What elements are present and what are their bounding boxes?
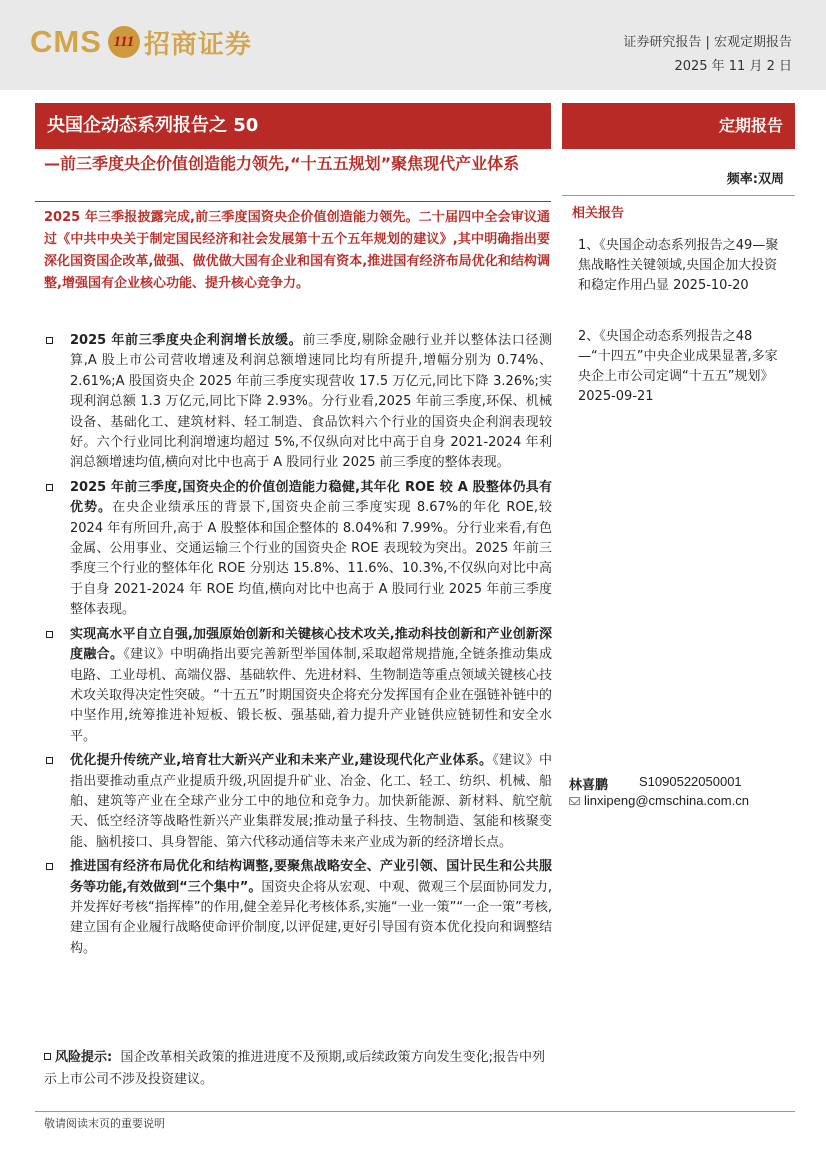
key-points-list (44, 331, 552, 963)
bullet-lead: 优化提升传统产业,培育壮大新兴产业和未来产业,建设现代化产业体系。 (70, 753, 493, 769)
report-type: 证券研究报告 | 宏观定期报告 (623, 35, 792, 50)
checkbox-bullet-icon (46, 337, 53, 344)
checkbox-bullet-icon (46, 757, 53, 764)
related-report-link[interactable]: 2、《央国企动态系列报告之48—“十四五”中央企业成果显著,多家央企上市公司定调“十五五”规划》2025-09-21 (578, 329, 778, 404)
mail-icon (569, 797, 580, 805)
list-item (44, 478, 552, 621)
bullet-lead: 实现高水平自立自强,加强原始创新和关键核心技术攻关,推动科技创新和产业创新深度融合。 (70, 626, 552, 663)
risk-label: 风险提示: (55, 1050, 113, 1065)
bullet-text: 《建议》中指出要推动重点产业提质升级,巩固提升矿业、冶金、化工、轻工、纺织、机械、船舶、建筑等产业在全球产业分工中的地位和竞争力。加快新能源、新材料、航空航天、低空经济等战略性新兴产业集群发展;推动量子科技、生物制造、氢能和核聚变能、脑机接口、具身智能、第六代移动通信等未来产业成为新的经济增长点。 (70, 753, 552, 850)
bullet-text: 国资央企将从宏观、中观、微观三个层面协同发力,并发挥好考核“指挥棒”的作用,健全差异化考核体系,实施“一业一策”“一企一策”考核,建立国有企业履行战略使命评价制度,以评促建,更好引导国有资本优化投向和调整结构。 (70, 879, 553, 956)
footer-divider (35, 1111, 795, 1112)
checkbox-bullet-icon (44, 1053, 51, 1060)
risk-warning (44, 1047, 554, 1091)
subtitle-divider (35, 201, 551, 202)
checkbox-bullet-icon (46, 863, 53, 870)
periodic-report-badge: 定期报告 (562, 103, 795, 149)
list-item (44, 751, 552, 853)
company-logo (30, 22, 252, 62)
related-report-link[interactable]: 1、《央国企动态系列报告之49—聚焦战略性关键领域,央国企加大投资和稳定作用凸显 2025-10-20 (578, 238, 779, 293)
list-item (44, 857, 552, 959)
bullet-text: 《建议》中明确指出要完善新型举国体制,采取超常规措施,全链条推动集成电路、工业母机、高端仪器、基础软件、先进材料、生物制造等重点领域关键核心技术攻关取得决定性突破。“十五五”时期国资央企将充分发挥国有企业在强链补链中的中坚作用,统筹推进补短板、锻长板、强基础,着力提升产业链供应链韧性和安全水平。 (70, 647, 552, 744)
report-date: 2025 年 11 月 2 日 (674, 59, 792, 74)
checkbox-bullet-icon (46, 484, 53, 491)
sidebar-divider (562, 195, 795, 196)
frequency-label: 频率:双周 (726, 172, 784, 187)
footer-note: 敬请阅读末页的重要说明 (44, 1117, 165, 1130)
list-item (44, 331, 552, 474)
analyst-email-link[interactable]: linxipeng@cmschina.com.cn (584, 793, 749, 808)
bullet-text: 前三季度,剔除金融行业并以整体法口径测算,A 股上市公司营收增速及利润总额增速同比均有所提升,增幅分别为 0.74%、2.61%;A 股国资央企 2025 年前三季度实现营收 17.5 万亿元,同比下降 3.26%;实现利润总额 1.3 万亿元,同比下降 2.93%。分行业看,2025 年前三季度,环保、机械设备、基础化工、建筑材料、轻工制造、食品饮料六个行业的国资央企利润表现较好。六个行业同比利润增速均超过 5%,不仅纵向对比中高于自身 2021-2024 年利润总额增速均值,横向对比中也高于 A 股同行业 2025 前三季度的整体表现。 (70, 333, 552, 471)
risk-text: 国企改革相关政策的推进进度不及预期,或后续政策方向发生变化;报告中列示上市公司不涉及投资建议。 (44, 1050, 545, 1087)
logo-emblem-icon: 111 (108, 26, 140, 58)
bullet-lead: 推进国有经济布局优化和结构调整,要聚焦战略安全、产业引领、国计民生和公共服务等功能,有效做到“三个集中”。 (70, 859, 552, 895)
bullet-lead: 2025 年前三季度央企利润增长放缓。 (70, 333, 303, 348)
analyst-name: 林喜鹏 (569, 778, 609, 793)
report-title: 央国企动态系列报告之 50 (35, 103, 551, 149)
list-item (44, 625, 552, 747)
checkbox-bullet-icon (46, 631, 53, 638)
logo-latin: CMS (30, 24, 102, 59)
bullet-lead: 2025 年前三季度,国资央企的价值创造能力稳健,其年化 ROE 较 A 股整体仍具有优势。 (70, 479, 552, 516)
bullet-text: 在央企业绩承压的背景下,国资央企前三季度实现 8.67%的年化 ROE,较 2024 年有所回升,高于 A 股整体和国企整体的 8.04%和 7.99%。分行业来看,有色金属、公用事业、交通运输三个行业的国资央企 ROE 表现较为突出。2025 年前三季度三个行业的整体年化 ROE 分别达 15.8%、11.6%、10.3%,不仅纵向对比中高于自身 2021-2024 年 ROE 均值,横向对比中也高于 A 股同行业 2025 年前三季度整体表现。 (70, 500, 552, 618)
logo-chinese: 招商证券 (143, 29, 252, 60)
summary-paragraph: 2025 年三季报披露完成,前三季度国资央企价值创造能力领先。二十届四中全会审议通过《中共中央关于制定国民经济和社会发展第十五个五年规划的建议》,其中明确指出要深化国资国企改革,做强、做优做大国有企业和国有资本,推进国有经济布局优化和结构调整,增强国有企业核心功能、提升核心竞争力。 (44, 210, 550, 291)
report-subtitle: —前三季度央企价值创造能力领先,“十五五规划”聚焦现代产业体系 (44, 154, 520, 173)
analyst-certificate-id: S1090522050001 (639, 774, 742, 789)
related-reports-heading: 相关报告 (572, 206, 625, 221)
